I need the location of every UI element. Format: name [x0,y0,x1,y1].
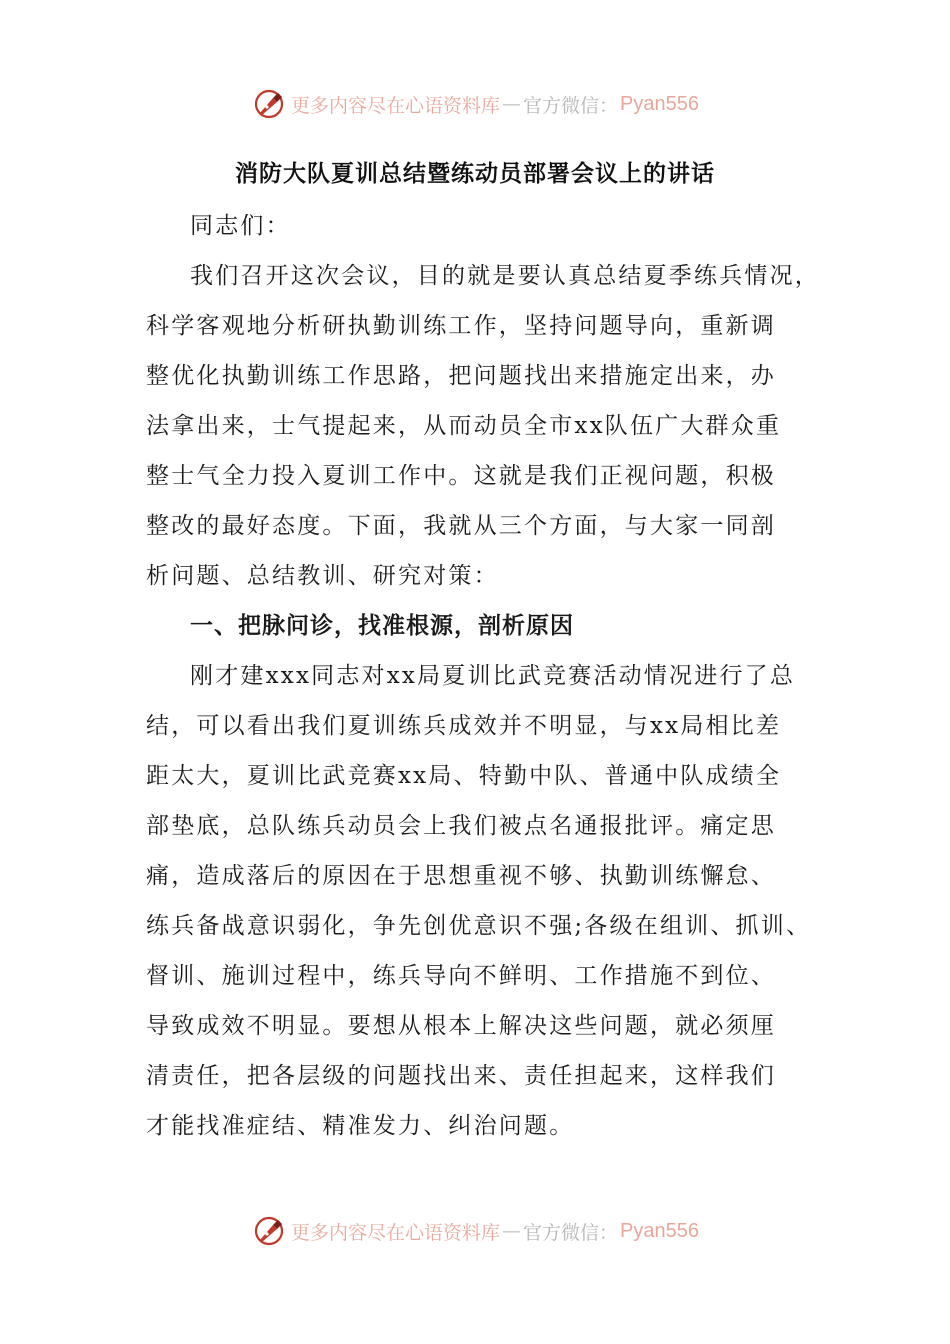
salutation: 同志们： [190,213,291,239]
watermark-brand-text: 更多内容尽在心语资料库 [291,94,501,117]
watermark-wechat-id: Pyan556 [620,1219,699,1242]
paragraph-line: 清责任，把各层级的问题找出来、责任担起来，这样我们 [146,1063,776,1089]
paragraph-line: 结，可以看出我们夏训练兵成效并不明显，与xx局相比差 [146,713,782,739]
paragraph-line: 科学客观地分析研执勤训练工作，坚持问题导向，重新调 [146,313,776,339]
watermark-banner-bottom [0,1209,950,1253]
watermark-banner-top [0,82,950,126]
watermark-separator: — [502,1220,522,1242]
watermark-separator: — [502,93,522,115]
paragraph-line: 距太大，夏训比武竞赛xx局、特勤中队、普通中队成绩全 [146,763,782,789]
document-body [146,201,818,1151]
watermark-brand-text: 更多内容尽在心语资料库 [291,1221,501,1244]
pen-nib-logo-icon [251,86,287,122]
paragraph-line: 练兵备战意识弱化，争先创优意识不强;各级在组训、抓训、 [146,913,812,939]
paragraph-line: 刚才建xxx同志对xx局夏训比武竞赛活动情况进行了总 [190,663,796,689]
pen-nib-logo-icon [251,1213,287,1249]
watermark-wechat-id: Pyan556 [620,92,699,115]
paragraph-line: 整士气全力投入夏训工作中。这就是我们正视问题，积极 [146,463,776,489]
paragraph-line: 析问题、总结教训、研究对策： [146,563,499,589]
paragraph-line: 督训、施训过程中，练兵导向不鲜明、工作措施不到位、 [146,963,776,989]
paragraph-line: 整优化执勤训练工作思路，把问题找出来措施定出来，办 [146,363,776,389]
paragraph-line: 我们召开这次会议，目的就是要认真总结夏季练兵情况， [190,263,820,289]
document-title: 消防大队夏训总结暨练动员部署会议上的讲话 [235,161,715,187]
paragraph-line: 法拿出来，士气提起来，从而动员全市xx队伍广大群众重 [146,413,782,439]
paragraph-line: 痛，造成落后的原因在于思想重视不够、执勤训练懈怠、 [146,863,776,889]
paragraph-line: 导致成效不明显。要想从根本上解决这些问题，就必须厘 [146,1013,776,1039]
watermark-official-label: 官方微信： [523,1221,619,1244]
paragraph-line: 整改的最好态度。下面，我就从三个方面，与大家一同剖 [146,513,776,539]
paragraph-line: 才能找准症结、精准发力、纠治问题。 [146,1113,575,1139]
watermark-official-label: 官方微信： [523,94,619,117]
section-heading: 一、把脉问诊，找准根源，剖析原因 [190,613,574,639]
paragraph-line: 部垫底，总队练兵动员会上我们被点名通报批评。痛定思 [146,813,776,839]
